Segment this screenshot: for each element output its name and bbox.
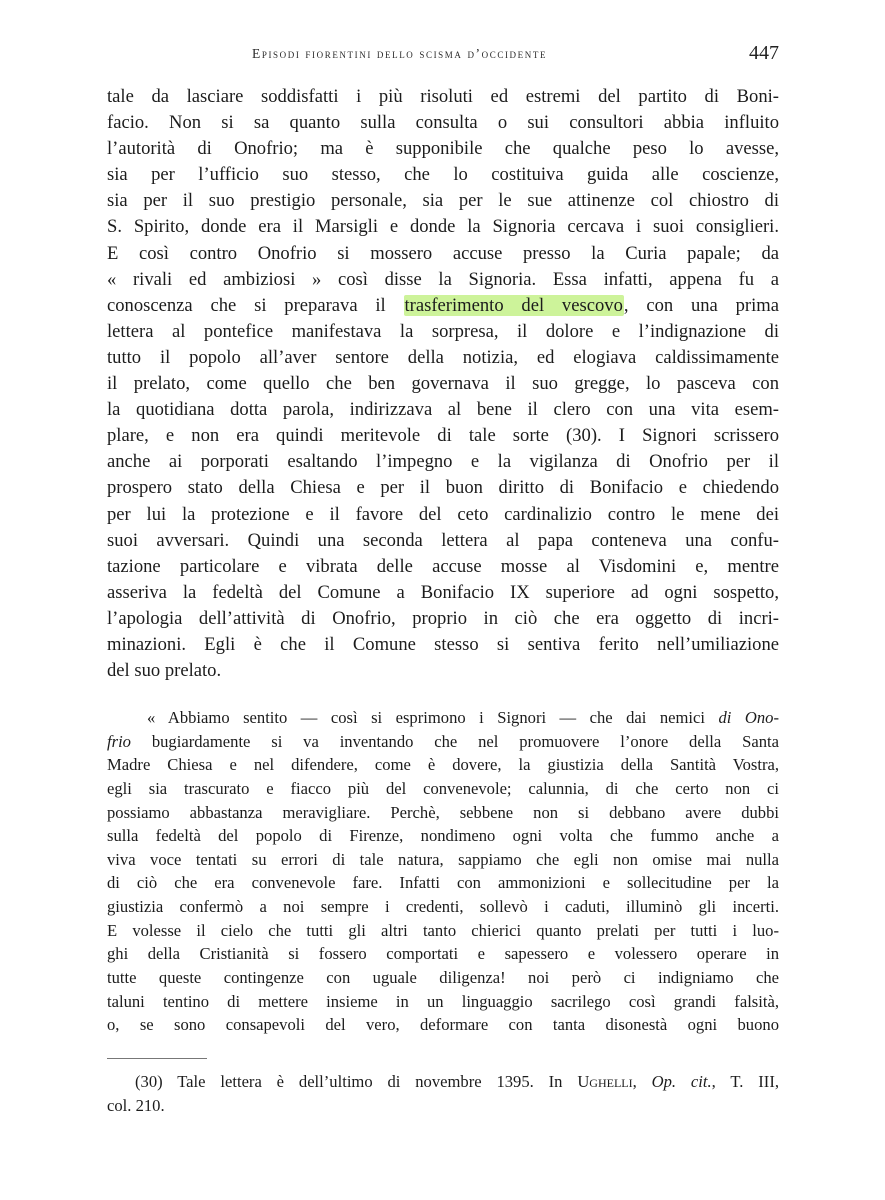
text-line: plare, e non era quindi meritevole di tale sorte (30). I Signori scrissero [107, 425, 779, 447]
author-name: Ughelli [577, 1072, 633, 1091]
quote-line: sulla fedeltà del popolo di Firenze, nondimeno ogni volta che fummo anche a [107, 826, 779, 846]
text-segment: (30) Tale lettera è dell’ultimo di novembre 1395. In [135, 1072, 578, 1091]
text-line: sia per il suo prestigio personale, sia per le sue attinenze col chiostro di [107, 190, 779, 212]
main-paragraph [107, 84, 779, 684]
text-line: facio. Non si sa quanto sulla consulta o sui consultori abbia influito [107, 112, 779, 134]
quote-line: ghi della Cristianità si fossero comportati e sapessero e volessero operare in [107, 944, 779, 964]
text-line: minazioni. Egli è che il Comune stesso si sentiva ferito nell’umiliazione [107, 633, 779, 655]
text-line: anche ai porporati esaltando l’impegno e la vigilanza di Onofrio per il [107, 451, 779, 473]
text-line: del suo prelato. [107, 660, 222, 682]
quote-line: taluni tentino di mettere insieme in un linguaggio sacrilego così grandi falsità, [107, 991, 779, 1011]
footnote-line: col. 210. [107, 1096, 165, 1115]
quote-line: Madre Chiesa e nel difendere, come è dovere, la giustizia della Santità Vostra, [107, 755, 779, 775]
text-line: « rivali ed ambiziosi » così disse la Signoria. Essa infatti, appena fu a [107, 268, 779, 290]
italic-segment: di Ono- [718, 708, 779, 727]
quote-line: giustizia confermò a noi sempre i credenti, sollevò i caduti, illuminò gli incerti. [107, 897, 779, 917]
text-segment: , [632, 1072, 652, 1091]
quote-line: egli sia trascurato e fiacco più del convenevole; calunnia, di che certo non ci [107, 778, 779, 798]
text-line: per lui la protezione e il favore del ceto cardinalizio contro le mene dei [107, 503, 779, 525]
running-title: Episodi fiorentini dello scisma d’occidente [252, 46, 548, 61]
footnote [107, 1070, 779, 1118]
text-line: l’apologia dell’attività di Onofrio, proprio in ciò che era oggetto di incri- [107, 607, 779, 629]
quote-line [107, 706, 779, 730]
text-line: prospero stato della Chiesa e per il buon diritto di Bonifacio e chiedendo [107, 477, 779, 499]
italic-segment: Op. cit. [651, 1072, 712, 1091]
text-segment: , T. III, [711, 1072, 779, 1091]
italic-segment: frio [107, 731, 131, 751]
running-header [107, 42, 779, 66]
text-line: il prelato, come quello che ben governava il suo gregge, lo pasceva con [107, 373, 779, 395]
text-line: suoi avversari. Quindi una seconda lettera al papa conteneva una confu- [107, 529, 779, 551]
text-line: sia per l’ufficio suo stesso, che lo costituiva guida alle coscienze, [107, 164, 779, 186]
text-segment: « Abbiamo sentito — così si esprimono i Signori — che dai nemici [147, 708, 719, 727]
text-segment: bugiardamente si va inventando che nel promuovere l’onore della Santa [130, 731, 779, 751]
quoted-letter [107, 706, 779, 1037]
quote-line: possiamo abbastanza meravigliare. Perchè, sebbene non si debbano avere dubbi [107, 802, 779, 822]
highlighted-text[interactable]: trasferimento del vescovo [404, 294, 623, 316]
text-line: la quotidiana dotta parola, indirizzava al bene il clero con una vita esem- [107, 399, 779, 421]
text-line: tazione particolare e vibrata delle accuse mosse al Visdomini e, mentre [107, 555, 779, 577]
text-segment: conoscenza che si preparava il [107, 294, 404, 316]
text-segment: , con una prima [623, 294, 779, 316]
quote-line: o, se sono consapevoli del vero, deformare con tanta disonestà ogni buono [107, 1015, 779, 1035]
text-line-with-highlight [107, 293, 779, 319]
text-line: S. Spirito, donde era il Marsigli e donde la Signoria cercava i suoi consiglieri. [107, 216, 779, 238]
quote-line: viva voce tentati su errori di tale natura, sappiamo che egli non omise mai nulla [107, 849, 779, 869]
text-line: l’autorità di Onofrio; ma è supponibile che qualche peso lo avesse, [107, 138, 779, 160]
text-line: asseriva la fedeltà del Comune a Bonifacio IX superiore ad ogni sospetto, [107, 581, 779, 603]
footnote-divider [107, 1058, 207, 1059]
text-line: tale da lasciare soddisfatti i più risoluti ed estremi del partito di Boni- [107, 86, 779, 107]
quote-line: E volesse il cielo che tutti gli altri tanto chierici quanto prelati per tutti i luo- [107, 920, 779, 940]
quote-line: tutte queste contingenze con uguale diligenza! noi però ci indigniamo che [107, 968, 779, 988]
text-line: tutto il popolo all’aver sentore della notizia, ed elogiava caldissimamente [107, 346, 779, 368]
footnote-line [107, 1070, 779, 1094]
quote-line [107, 730, 779, 754]
page-number: 447 [749, 42, 779, 64]
text-line: lettera al pontefice manifestava la sorpresa, il dolore e l’indignazione di [107, 320, 779, 342]
quote-line: di ciò che era convenevole fare. Infatti con ammonizioni e sollecitudine per la [107, 873, 779, 893]
text-line: E così contro Onofrio si mossero accuse presso la Curia papale; da [107, 242, 779, 264]
